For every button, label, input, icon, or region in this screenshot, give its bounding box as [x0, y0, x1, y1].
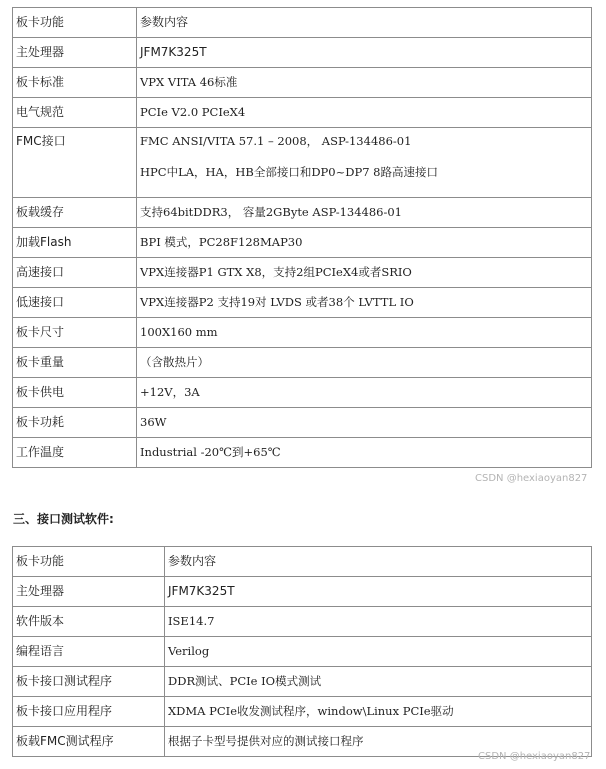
spec-value: 支持64bitDDR3， 容量2GByte ASP-134486-01	[137, 198, 592, 228]
spec-key: 主处理器	[13, 38, 137, 68]
spec-key: 加载Flash	[13, 228, 137, 258]
spec-value: Verilog	[165, 637, 592, 667]
table-row	[13, 198, 592, 228]
spec-value: ISE14.7	[165, 607, 592, 637]
spec-value: VPX连接器P2 支持19对 LVDS 或者38个 LVTTL IO	[137, 288, 592, 318]
table-row	[13, 38, 592, 68]
spec-key: 板卡标准	[13, 68, 137, 98]
table-row	[13, 697, 592, 727]
spec-value: 参数内容	[137, 8, 592, 38]
spec-key: 板载缓存	[13, 198, 137, 228]
table-row	[13, 607, 592, 637]
spec-value: 根据子卡型号提供对应的测试接口程序	[165, 727, 592, 757]
spec-value: BPI 模式，PC28F128MAP30	[137, 228, 592, 258]
spec-value: 36W	[137, 408, 592, 438]
table-row	[13, 318, 592, 348]
spec-key: 编程语言	[13, 637, 165, 667]
spec-key: 板卡功耗	[13, 408, 137, 438]
software-table	[12, 546, 592, 757]
table-row	[13, 408, 592, 438]
spec-value: 参数内容	[165, 547, 592, 577]
table-row	[13, 228, 592, 258]
spec-key: 板卡功能	[13, 8, 137, 38]
spec-key: 板卡功能	[13, 547, 165, 577]
board-spec-table	[12, 7, 592, 468]
spec-key: FMC接口	[13, 128, 137, 198]
watermark-text: CSDN @hexiaoyan827	[475, 473, 588, 484]
spec-value: DDR测试、PCIe IO模式测试	[165, 667, 592, 697]
table-row	[13, 98, 592, 128]
spec-key: 板卡供电	[13, 378, 137, 408]
spec-key: 板卡重量	[13, 348, 137, 378]
watermark-text: CSDN @hexiaoyan827	[478, 751, 591, 762]
table-row	[13, 547, 592, 577]
spec-value: JFM7K325T	[137, 38, 592, 68]
spec-value: XDMA PCIe收发测试程序，window\Linux PCIe驱动	[165, 697, 592, 727]
table-row	[13, 637, 592, 667]
table-row	[13, 68, 592, 98]
spec-key: 工作温度	[13, 438, 137, 468]
spec-value: 100X160 mm	[137, 318, 592, 348]
table-row	[13, 128, 592, 198]
spec-key: 板卡尺寸	[13, 318, 137, 348]
spec-key: 软件版本	[13, 607, 165, 637]
fmc-line-1: FMC ANSI/VITA 57.1 – 2008， ASP-134486-01	[140, 134, 412, 148]
table-row	[13, 258, 592, 288]
spec-value	[137, 128, 592, 198]
table-row	[13, 348, 592, 378]
spec-key: 板卡接口应用程序	[13, 697, 165, 727]
table-row	[13, 288, 592, 318]
spec-value: +12V，3A	[137, 378, 592, 408]
spec-key: 板载FMC测试程序	[13, 727, 165, 757]
spec-key: 低速接口	[13, 288, 137, 318]
spec-value: Industrial -20℃到+65℃	[137, 438, 592, 468]
spec-value: （含散热片）	[137, 348, 592, 378]
table-row	[13, 8, 592, 38]
spec-value: VPX VITA 46标准	[137, 68, 592, 98]
section-heading: 三、接口测试软件:	[13, 512, 114, 526]
spec-key: 板卡接口测试程序	[13, 667, 165, 697]
spec-key: 主处理器	[13, 577, 165, 607]
spec-value: VPX连接器P1 GTX X8，支持2组PCIeX4或者SRIO	[137, 258, 592, 288]
table-row	[13, 667, 592, 697]
spec-value: JFM7K325T	[165, 577, 592, 607]
table-row	[13, 577, 592, 607]
table-row	[13, 438, 592, 468]
fmc-line-2: HPC中LA，HA，HB全部接口和DP0~DP7 8路高速接口	[140, 165, 438, 179]
table-row	[13, 378, 592, 408]
spec-value: PCIe V2.0 PCIeX4	[137, 98, 592, 128]
spec-key: 电气规范	[13, 98, 137, 128]
spec-key: 高速接口	[13, 258, 137, 288]
